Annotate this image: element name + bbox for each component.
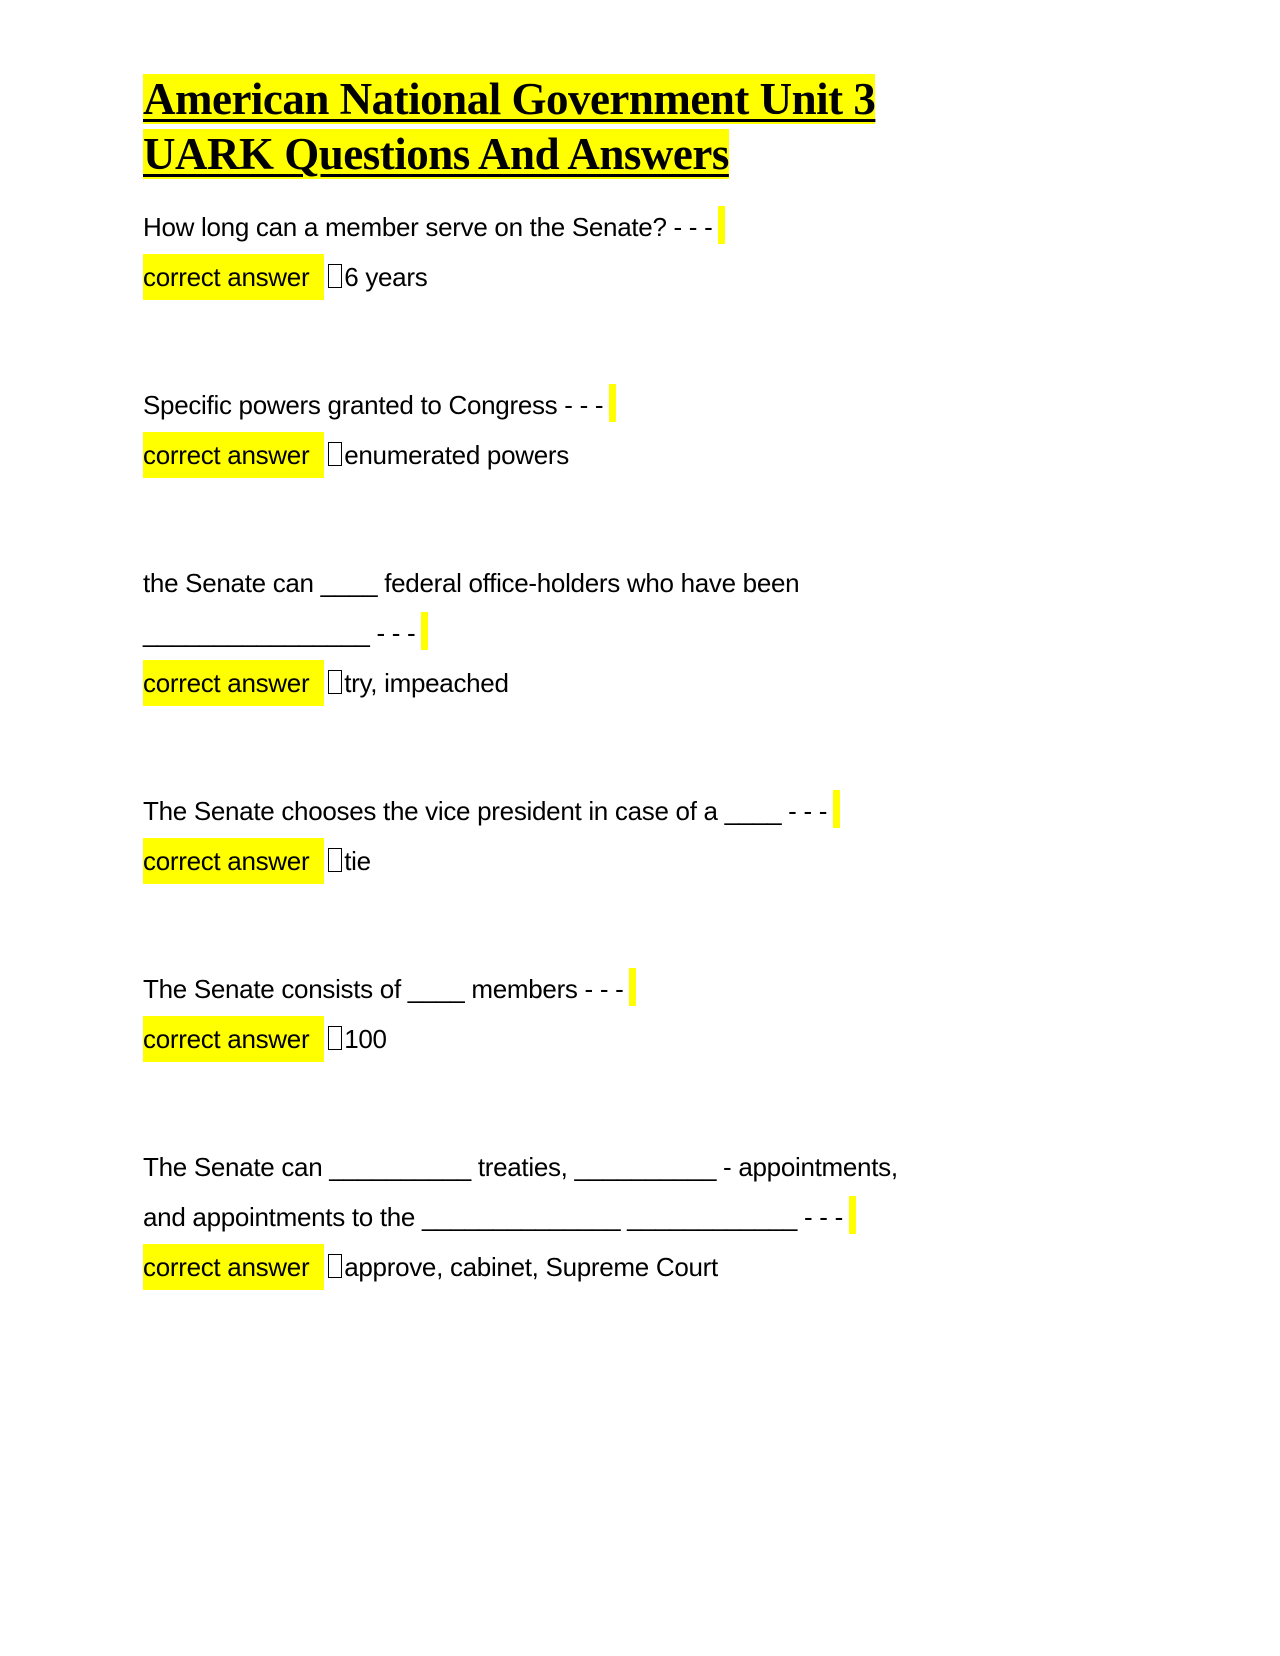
answer-label: correct answer (143, 254, 324, 300)
highlight-mark (833, 790, 840, 828)
answer-line (143, 252, 1083, 302)
title-line-2: UARK Questions And Answers (143, 129, 729, 179)
qa-item (143, 1142, 1083, 1292)
question-text: Specific powers granted to Congress - - - (143, 390, 604, 420)
qa-item (143, 202, 1083, 302)
question-text: The Senate chooses the vice president in case of a ____ - - - (143, 796, 828, 826)
highlight-mark (849, 1196, 856, 1234)
question-text: and appointments to the ______________ ____________ - - - (143, 1202, 843, 1232)
missing-glyph-icon (328, 670, 342, 694)
highlight-mark (718, 206, 725, 244)
answer-label: correct answer (143, 838, 324, 884)
answer-text: 6 years (344, 262, 428, 292)
answer-line (143, 836, 1083, 886)
question-line (143, 1142, 1083, 1192)
answer-text: tie (344, 846, 371, 876)
missing-glyph-icon (328, 1254, 342, 1278)
document-title (143, 72, 1083, 182)
qa-item (143, 558, 1083, 708)
answer-label: correct answer (143, 1016, 324, 1062)
question-line (143, 380, 1083, 430)
question-line (143, 1192, 1083, 1242)
question-text: How long can a member serve on the Senate? - - - (143, 212, 713, 242)
title-line-1: American National Government Unit 3 (143, 74, 876, 124)
highlight-mark (629, 968, 636, 1006)
answer-label: correct answer (143, 660, 324, 706)
question-line (143, 202, 1083, 252)
qa-item (143, 786, 1083, 886)
answer-text: try, impeached (344, 668, 509, 698)
answer-text: approve, cabinet, Supreme Court (344, 1252, 718, 1282)
answer-line (143, 658, 1083, 708)
question-line (143, 964, 1083, 1014)
question-text: the Senate can ____ federal office-holders who have been (143, 568, 800, 598)
question-line (143, 608, 1083, 658)
highlight-mark (421, 612, 428, 650)
answer-line (143, 1242, 1083, 1292)
answer-label: correct answer (143, 432, 324, 478)
question-line (143, 786, 1083, 836)
answer-label: correct answer (143, 1244, 324, 1290)
qa-item (143, 380, 1083, 480)
document-page (143, 72, 1083, 1370)
missing-glyph-icon (328, 442, 342, 466)
qa-list (143, 202, 1083, 1292)
answer-text: enumerated powers (344, 440, 569, 470)
question-text: The Senate can __________ treaties, __________ - appointments, (143, 1152, 898, 1182)
highlight-mark (609, 384, 616, 422)
answer-line (143, 1014, 1083, 1064)
missing-glyph-icon (328, 264, 342, 288)
question-text: ________________ - - - (143, 618, 416, 648)
question-text: The Senate consists of ____ members - - - (143, 974, 624, 1004)
answer-text: 100 (344, 1024, 387, 1054)
missing-glyph-icon (328, 848, 342, 872)
answer-line (143, 430, 1083, 480)
missing-glyph-icon (328, 1026, 342, 1050)
qa-item (143, 964, 1083, 1064)
question-line (143, 558, 1083, 608)
